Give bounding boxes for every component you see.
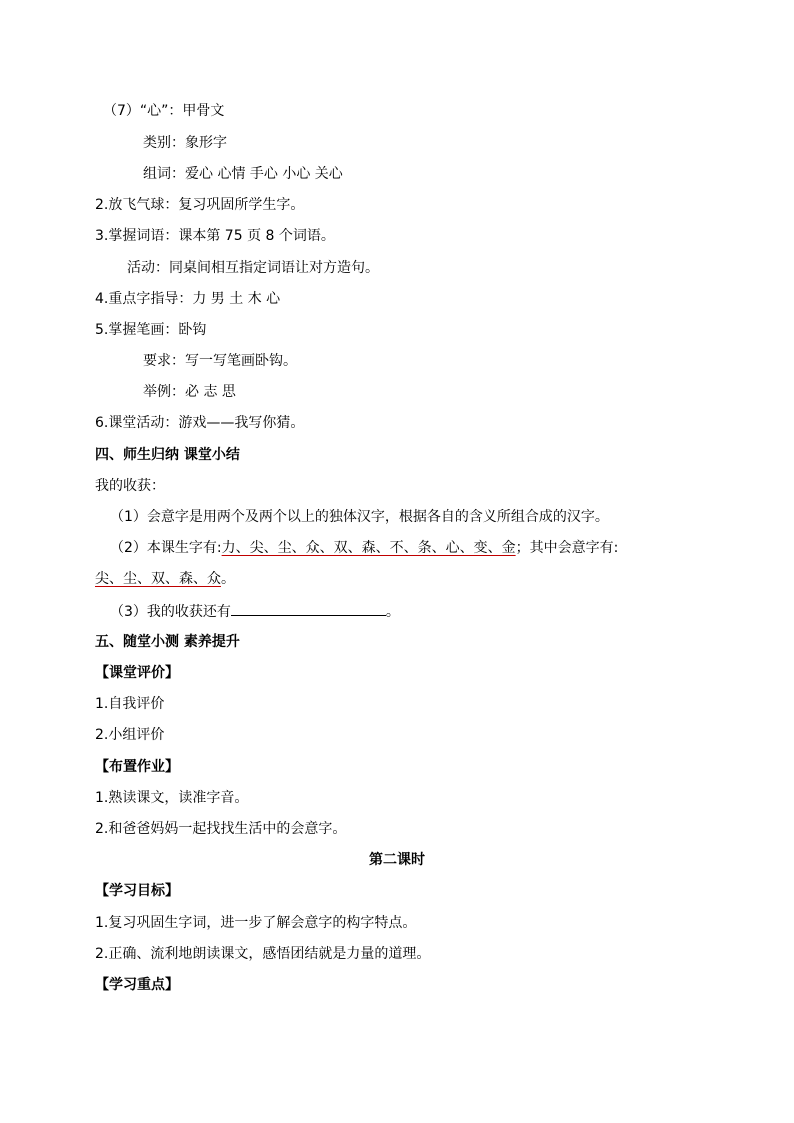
huiyi-end: 。 <box>221 571 235 587</box>
gain-2-line <box>110 538 618 558</box>
homework-1-line: 1.熟读课文，读准字音。 <box>95 790 249 806</box>
example-line: 举例：必 志 思 <box>143 384 236 400</box>
homework-heading: 【布置作业】 <box>95 759 179 775</box>
gain-3-end: 。 <box>385 604 400 620</box>
gain-3-prefix: （3）我的收获还有 <box>110 604 231 620</box>
group-evaluation-line: 2.小组评价 <box>95 727 165 743</box>
huiyi-characters-line <box>95 569 235 589</box>
category-line: 类别：象形字 <box>143 135 227 151</box>
huiyi-characters-list: 尖、尘、双、森、众 <box>95 571 221 587</box>
second-lesson-title: 第二课时 <box>369 852 425 868</box>
step-5-stroke: 5.掌握笔画：卧钩 <box>95 322 207 338</box>
new-characters-list: 力、尖、尘、众、双、森、不、条、心、变、金 <box>221 540 516 556</box>
class-evaluation-heading: 【课堂评价】 <box>95 665 179 681</box>
step-2-balloon: 2.放飞气球：复习巩固所学生字。 <box>95 197 305 213</box>
activity-line: 活动：同桌间相互指定词语让对方造句。 <box>127 260 379 276</box>
step-3-vocabulary: 3.掌握词语：课本第 75 页 8 个词语。 <box>95 228 335 244</box>
gain-2-prefix: （2）本课生字有: <box>110 540 222 556</box>
step-6-activity: 6.课堂活动：游戏——我写你猜。 <box>95 415 305 431</box>
step-4-key-characters: 4.重点字指导：力 男 土 木 心 <box>95 291 281 307</box>
my-gains-label: 我的收获： <box>95 478 165 494</box>
goal-2-line: 2.正确、流利地朗读课文，感悟团结就是力量的道理。 <box>95 946 431 962</box>
learning-focus-heading: 【学习重点】 <box>95 977 179 993</box>
section-5-heading: 五、随堂小测 素养提升 <box>95 634 240 650</box>
self-evaluation-line: 1.自我评价 <box>95 696 165 712</box>
gain-2-middle: ；其中会意字有: <box>515 540 619 556</box>
requirement-line: 要求：写一写笔画卧钩。 <box>143 353 297 369</box>
gain-1-line: （1）会意字是用两个及两个以上的独体汉字，根据各自的含义所组合成的汉字。 <box>110 509 609 525</box>
gain-3-line <box>110 601 400 622</box>
homework-2-line: 2.和爸爸妈妈一起找找生活中的会意字。 <box>95 821 347 837</box>
word-group-line: 组词：爱心 心情 手心 小心 关心 <box>143 166 343 182</box>
goal-1-line: 1.复习巩固生字词，进一步了解会意字的构字特点。 <box>95 915 417 931</box>
learning-goals-heading: 【学习目标】 <box>95 883 179 899</box>
fill-in-blank[interactable] <box>231 601 386 616</box>
section-4-heading: 四、师生归纳 课堂小结 <box>95 447 240 463</box>
item-7-heart: （7）“心”：甲骨文 <box>103 103 225 119</box>
